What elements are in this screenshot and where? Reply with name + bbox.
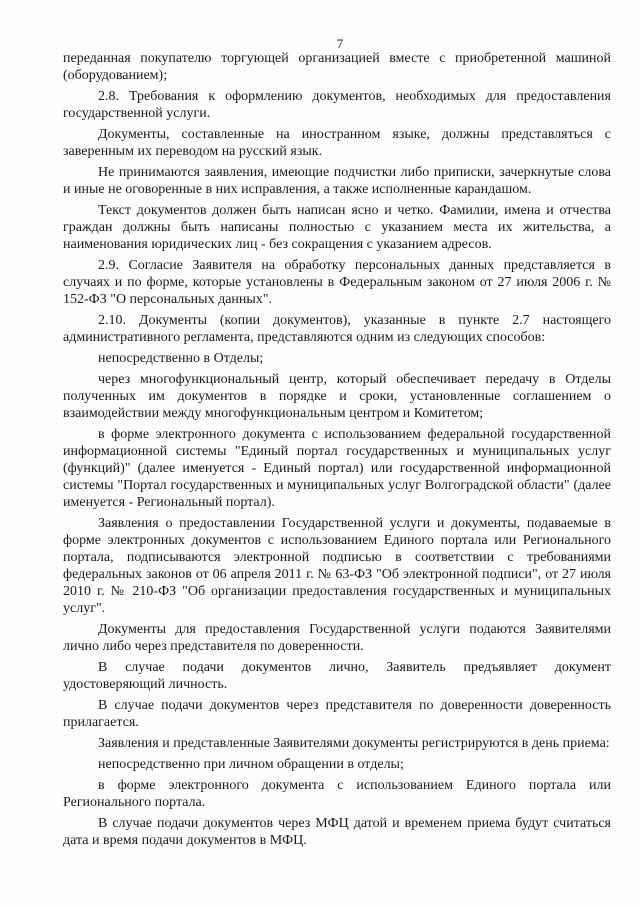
paragraph-not-accepted: Не принимаются заявления, имеющие подчистки либо приписки, зачеркнутые слова и иные не оговоренные в них исправления, а также исполненные карандашом.: [63, 165, 611, 197]
paragraph-registration: Заявления и представленные Заявителями документы регистрируются в день приема:: [98, 736, 610, 751]
page-number: 7: [336, 36, 344, 51]
method-electronic: в форме электронного документа с использованием федеральной государственной информационной системы "Единый портал государственных и муниципальных услуг (функций)" (далее именуется - Единый портал) или государственной информационной системы "Портал государственных и муниципальных услуг Волгоградской области" (далее именуется - Региональный портал).: [63, 427, 611, 510]
document-body: [63, 50, 611, 853]
method-direct: непосредственно в Отделы;: [98, 351, 264, 366]
section-2-10: 2.10. Документы (копии документов), указанные в пункте 2.7 настоящего административного регламента, представляются одним из следующих способов:: [63, 313, 611, 345]
paragraph-text-requirements: Текст документов должен быть написан ясно и четко. Фамилии, имена и отчества граждан должны быть написаны полностью с указанием места их жительства, а наименования юридических лиц - без сокращения с указанием адресов.: [63, 203, 611, 252]
paragraph-electronic-signature: Заявления о предоставлении Государственной услуги и документы, подаваемые в форме электронных документов с использованием Единого портала или Регионального портала, подписываются электронной подписью в соответствии с требованиями федеральных законов от 06 апреля 2011 г. № 63-ФЗ "Об электронной подписи", от 27 июля 2010 г. № 210-ФЗ "Об организации предоставления государственных и муниципальных услуг".: [63, 516, 611, 616]
paragraph-mfc-date: В случае подачи документов через МФЦ датой и временем приема будут считаться дата и время подачи документов в МФЦ.: [63, 816, 611, 848]
paragraph-foreign-language: Документы, составленные на иностранном языке, должны представляться с заверенным их переводом на русский язык.: [63, 127, 611, 159]
registration-in-person: непосредственно при личном обращении в отделы;: [98, 757, 404, 772]
section-2-8-heading: 2.8. Требования к оформлению документов, необходимых для предоставления государственной услуги.: [63, 89, 611, 121]
method-mfc: через многофункциональный центр, который обеспечивает передачу в Отделы полученных им документов в порядке и сроки, установленные соглашением о взаимодействии между многофункциональным центром и Комитетом;: [63, 372, 611, 421]
paragraph-continuation: переданная покупателю торгующей организацией вместе с приобретенной машиной (оборудованием);: [63, 51, 611, 83]
paragraph-by-proxy: В случае подачи документов через представителя по доверенности доверенность прилагается.: [63, 698, 611, 730]
section-2-9: 2.9. Согласие Заявителя на обработку персональных данных представляется в случаях и по форме, которые установлены в Федеральным законом от 27 июля 2006 г. № 152-ФЗ "О персональных данных".: [63, 258, 611, 307]
registration-electronic: в форме электронного документа с использованием Единого портала или Регионального портала.: [63, 778, 611, 810]
paragraph-in-person: В случае подачи документов лично, Заявитель предъявляет документ удостоверяющий личность.: [63, 660, 611, 692]
paragraph-submission: Документы для предоставления Государственной услуги подаются Заявителями лично либо через представителя по доверенности.: [63, 622, 611, 654]
